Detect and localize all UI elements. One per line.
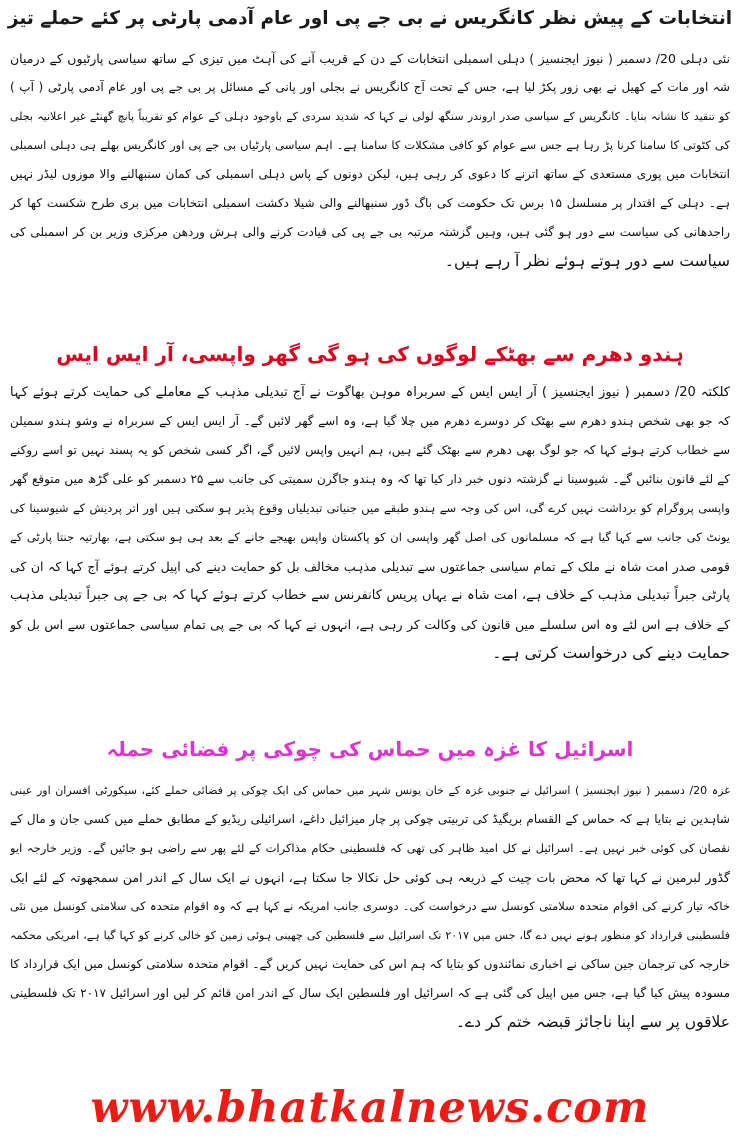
article-line: قومی صدر امت شاہ نے ملک کے تمام سیاسی جماعتوں سے تبدیلی مذہب مخالف بل کو حمایت دینے کی اپیل کرتے ہوئے آج کہا کہ ان کی bbox=[10, 559, 730, 574]
article-line: نئی دہلی 20/ دسمبر ( نیوز ایجنسیز ) دہلی اسمبلی انتخابات کے دن کے قریب آنے کی آہٹ میں تیزی کے ساتھ سیاسی پارٹیوں کے درمیان bbox=[10, 51, 730, 66]
article-line: راجدھانی کی سیاست سے دور ہو گئی ہیں، وہیں گزشتہ مرتبہ بی جے پی کی قیادت کرنے والی ہرش وردھن مرکزی وزیر بن کر اسمبلی کی bbox=[10, 225, 730, 239]
article-line: مسودہ پیش کیا گیا ہے، جس میں اپیل کی گئی ہے کہ اسرائیل اور فلسطین ایک سال کے اندر امن قائم کر لیں اور اسرائیل ۲۰۱۷ تک فلسطینی bbox=[10, 986, 730, 1000]
headline-elections: انتخابات کے پیش نظر کانگریس نے بی جے پی اور عام آدمی پارٹی پر کئے حملے تیز bbox=[7, 8, 733, 29]
article-line: کلکتہ 20/ دسمبر ( نیوز ایجنسیز ) آر ایس ایس کے سربراہ موہن بھاگوت نے آج تبدیلی مذہب کے معاملے کی حمایت کرتے ہوئے کہا bbox=[10, 385, 730, 400]
article-rss-kolkata bbox=[10, 378, 730, 668]
article-line: خارجہ کی ترجمان جین ساکی نے اخباری نمائندوں کو بتایا کہ ہم اس کی حمایت نہیں کریں گے۔ اقوام متحدہ سلامتی کونسل میں ایک قرارداد کا bbox=[10, 957, 730, 971]
headline-rss: ہندو دھرم سے بھٹکے لوگوں کی ہو گی گھر واپسی، آر ایس ایس bbox=[56, 342, 684, 366]
article-line: پارٹی جبراً تبدیلی مذہب کے خلاف ہے، امت شاہ نے یہاں پریس کانفرنس سے خطاب کرتے ہوئے کہا کہ بی جے پی جبراً تبدیلی مذہب bbox=[10, 588, 730, 603]
headline-gaza: اسرائیل کا غزہ میں حماس کی چوکی پر فضائی حملہ bbox=[106, 737, 634, 761]
article-line: فلسطینی قرارداد کو منظور ہونے نہیں دے گا، جس میں ۲۰۱۷ تک اسرائیل سے فلسطین کی چھینی ہوئی زمین کو خالی کرنے کو کہا گیا ہے، امریکی محکمہ bbox=[10, 929, 730, 942]
article-line: کی کٹوتی کا سامنا کرنا پڑ رہا ہے جس سے عوام کو کافی مشکلات کا سامنا ہے۔ اہم سیاسی پارٹیاں بی جے پی اور کانگریس بھلے ہی دہلی اسمبلی bbox=[10, 138, 730, 152]
article-line: غزہ 20/ دسمبر ( نیوز ایجنسیز ) اسرائیل نے جنوبی غزہ کے خان یونس شہر میں حماس کی ایک چوکی پر فضائی حملے کئے، سیکورٹی افسران اور عینی bbox=[10, 784, 730, 797]
article-line: شہ اور مات کے کھیل نے بھی زور پکڑ لیا ہے، جس کے تحت آج کانگریس نے بجلی اور پانی کے مسائل پر بی جے پی اور عام آدمی پارٹی ( آپ ) bbox=[10, 80, 730, 94]
article-line: علاقوں پر سے اپنا ناجائز قبضہ ختم کر دے۔ bbox=[455, 1013, 730, 1031]
article-delhi-elections bbox=[10, 44, 730, 276]
article-line: ہے۔ دہلی کے اقتدار پر مسلسل ۱۵ برس تک حکومت کی باگ ڈور سنبھالنے والی شیلا دکشت اسمبلی انتخابات میں بری طرح شکست کھا کر bbox=[10, 196, 730, 210]
article-line: کہ جو بھی شخص ہندو دھرم سے بھٹک کر دوسرے دھرم میں چلا گیا ہے، وہ اسے گھر لائیں گے۔ آر ایس ایس کے سربراہ نے وشو ہندو سمیلن bbox=[10, 414, 730, 428]
article-line: نقصان کی کوئی خبر نہیں ہے۔ اسرائیل نے کل امید ظاہر کی تھی کہ فلسطینی حکام مذاکرات کے لئے پھر سے راضی ہو جائیں گے۔ وزیر خارجہ ایو bbox=[10, 841, 730, 855]
article-line: گڈور لبرمین نے کہا تھا کہ محض بات چیت کے ذریعہ ہی کوئی حل نکالا جا سکتا ہے، انہوں نے ایک سال کے اندر امن سمجھوتہ کے لئے ایک bbox=[10, 870, 730, 885]
footer-website-link[interactable]: www.bhatkalnews.com bbox=[90, 1083, 650, 1133]
article-line: سے خطاب کرتے ہوئے کہا کہ جو لوگ بھی دھرم سے بھٹک گئے ہیں، ہم انہیں واپس لائیں گے، اگر کسی شخص کو یہ پسند نہیں تو اسے روکنے bbox=[10, 443, 730, 457]
article-line: کے خلاف ہے اس لئے وہ اس سلسلے میں قانون کی وکالت کر رہی ہے، انہوں نے کہا کہ بی جے پی تمام سیاسی جماعتوں سے اس بل کو bbox=[10, 617, 730, 632]
article-gaza-airstrike bbox=[10, 776, 730, 1037]
article-line: کو تنقید کا نشانہ بنایا۔ کانگریس کے سیاسی صدر اروندر سنگھ لولی نے کہا کہ شدید سردی کے باوجود دہلی کے عوام کو تقریباً پانچ گھنٹے غیر اعلانیہ بجلی bbox=[10, 110, 730, 123]
article-line: واپسی پروگرام کو برداشت نہیں کرے گی، اس کی وجہ سے ہندو طبقے میں جنیاتی تبدیلیاں وقوع پذیر ہو سکتی ہیں اور اتر پردیش کے شیوسینا کی bbox=[10, 501, 730, 515]
article-line: یونٹ کی جانب سے کہا گیا ہے کہ مسلمانوں کی اصل گھر واپسی ان کو پاکستان واپس بھیجے جانے کے بعد ہی ہو سکتی ہے، بھارتیہ جنتا پارٹی کے bbox=[10, 530, 730, 544]
article-line: حمایت دینے کی درخواست کرتی ہے۔ bbox=[492, 644, 730, 662]
article-line: کے لئے قانون بنائیں گے۔ شیوسینا نے گزشتہ دنوں خبر دار کیا تھا کہ وہ ہندو جاگرن سمیتی کی جانب سے ۲۵ دسمبر کو علی گڑھ میں متوقع گھر bbox=[10, 472, 730, 486]
article-line: شاہدین نے بتایا ہے کہ حماس کے القسام بریگیڈ کی تربیتی چوکی پر چار میزائیل داغے، اسرائیلی ریڈیو کے مطابق حملے میں کسی جان و مال کے bbox=[10, 812, 730, 826]
article-line: سیاست سے دور ہوتے ہوئے نظر آ رہے ہیں۔ bbox=[444, 252, 730, 270]
article-line: خاکہ تیار کرنے کی اقوام متحدہ سلامتی کونسل سے درخواست کی۔ دوسری جانب امریکہ نے کہا ہے کہ وہ اقوام متحدہ کی سلامتی کونسل میں نئی bbox=[10, 899, 730, 913]
article-line: انتخابات میں پوری مستعدی کے ساتھ اترنے کا دعوی کر رہی ہیں، لیکن دونوں کے پاس دہلی اسمبلی کی کمان سنبھالنے والا موزوں لیڈر نہیں bbox=[10, 167, 730, 181]
